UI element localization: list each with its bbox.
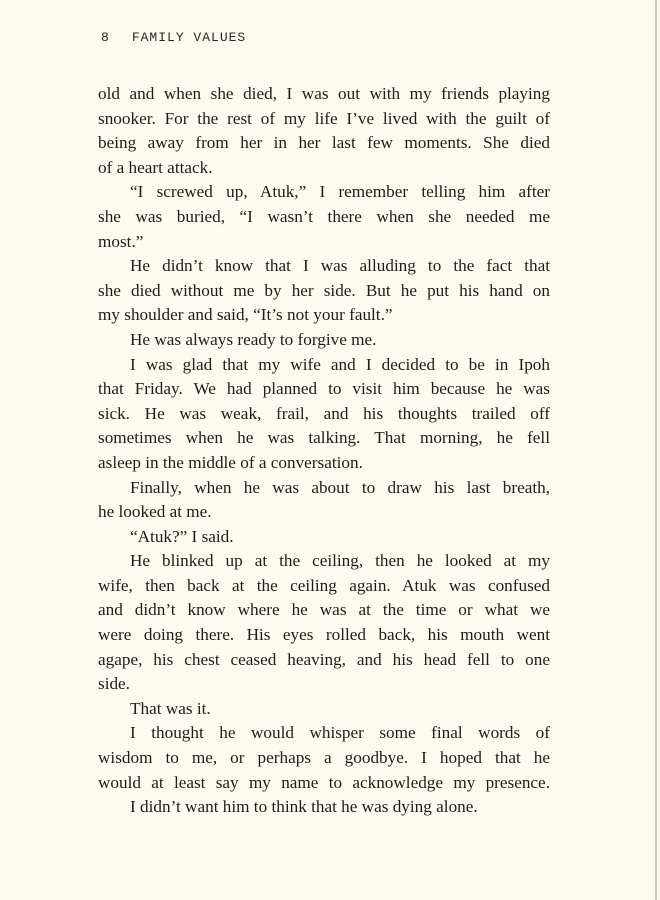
text-line: sometimes when he was talking. That morning, he fell (98, 428, 550, 448)
text-line: That was it. (130, 698, 211, 718)
text-line: He blinked up at the ceiling, then he looked at my (130, 551, 550, 571)
text-line: she died without me by her side. But he put his hand on (98, 280, 550, 300)
text-line: He was always ready to forgive me. (130, 329, 377, 349)
text-line: he looked at me. (98, 502, 212, 522)
text-line: asleep in the middle of a conversation. (98, 452, 363, 472)
running-head (101, 30, 246, 45)
page-edge-line (655, 0, 657, 900)
text-line: most.” (98, 231, 144, 251)
text-line: wisdom to me, or perhaps a goodbye. I hoped that he (98, 748, 550, 768)
text-line: I didn’t want him to think that he was dying alone. (130, 797, 478, 817)
text-line: He didn’t know that I was alluding to the fact that (130, 256, 550, 276)
text-line: “I screwed up, Atuk,” I remember telling him after (130, 182, 550, 202)
text-line: snooker. For the rest of my life I’ve lived with the guilt of (98, 108, 550, 128)
page-number: 8 (101, 30, 110, 45)
text-line: my shoulder and said, “It’s not your fault.” (98, 305, 393, 325)
text-line: of a heart attack. (98, 157, 213, 177)
text-line: “Atuk?” I said. (130, 526, 234, 546)
text-line: she was buried, “I wasn’t there when she needed me (98, 206, 550, 226)
text-line: being away from her in her last few moments. She died (98, 133, 550, 153)
text-line: agape, his chest ceased heaving, and his head fell to one (98, 649, 550, 669)
text-line: I was glad that my wife and I decided to be in Ipoh (130, 354, 550, 374)
running-title: FAMILY VALUES (131, 30, 247, 45)
text-line: would at least say my name to acknowledge my presence. (98, 772, 550, 792)
text-line: sick. He was weak, frail, and his thoughts trailed off (98, 403, 550, 423)
text-line: old and when she died, I was out with my friends playing (98, 84, 550, 103)
body-text (98, 82, 550, 820)
text-line: wife, then back at the ceiling again. Atuk was confused (98, 575, 550, 595)
text-line: side. (98, 674, 130, 694)
text-line: were doing there. His eyes rolled back, his mouth went (98, 625, 550, 645)
text-line: and didn’t know where he was at the time or what we (98, 600, 550, 620)
text-line: that Friday. We had planned to visit him because he was (98, 379, 550, 399)
text-line: I thought he would whisper some final words of (130, 723, 550, 743)
text-line: Finally, when he was about to draw his last breath, (130, 477, 550, 497)
